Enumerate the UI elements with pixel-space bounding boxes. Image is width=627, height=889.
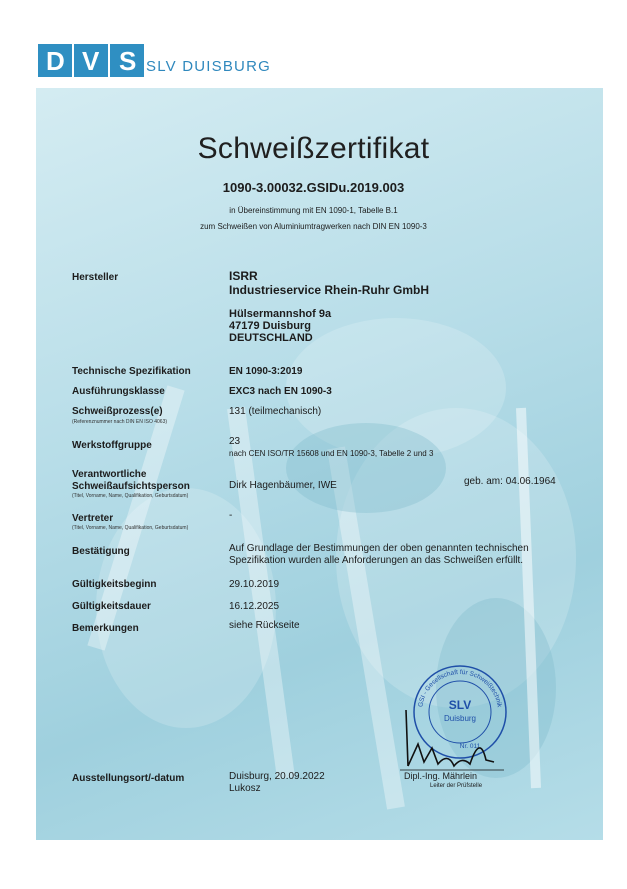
logo-letter-d: D [46, 46, 65, 76]
logo-letter-v: V [82, 46, 100, 76]
manufacturer-city: 47179 Duisburg [229, 320, 311, 332]
deputy-sublabel: (Titel, Vorname, Name, Qualifikation, Geburtsdatum) [72, 525, 189, 531]
manufacturer-street: Hülsermannshof 9a [229, 308, 332, 320]
process-sublabel: (Referenznummer nach DIN EN ISO 4063) [72, 419, 168, 425]
supervisor-value: Dirk Hagenbäumer, IWE [229, 480, 337, 491]
stamp-ring-text: GSI - Gesellschaft für Schweißtechnik [417, 668, 503, 708]
spec-label: Technische Spezifikation [72, 366, 191, 377]
deputy-value: - [229, 510, 233, 521]
supervisor-birthdate: geb. am: 04.06.1964 [464, 476, 556, 487]
validity-label: Gültigkeitsdauer [72, 601, 151, 612]
material-note: nach CEN ISO/TR 15608 und EN 1090-3, Tabelle 2 und 3 [229, 449, 434, 458]
logo-org-name: SLV DUISBURG [146, 58, 271, 75]
process-value: 131 (teilmechanisch) [229, 406, 322, 417]
conformity-line-1: in Übereinstimmung mit EN 1090-1, Tabelle B.1 [229, 206, 398, 215]
remarks-label: Bemerkungen [72, 623, 139, 634]
manufacturer-country: DEUTSCHLAND [229, 332, 313, 344]
welding-background-art [36, 88, 603, 840]
confirmation-label: Bestätigung [72, 546, 130, 557]
validity-value: 16.12.2025 [229, 601, 280, 612]
stamp-number: Nr. 011 [459, 743, 481, 750]
confirmation-line-1: Auf Grundlage der Bestimmungen der oben genannten technischen [229, 543, 529, 554]
signer-role: Leiter der Prüfstelle [430, 783, 483, 789]
stamp-center-city: Duisburg [443, 714, 477, 723]
conformity-line-2: zum Schweißen von Aluminiumtragwerken nach DIN EN 1090-3 [200, 222, 427, 231]
valid-from-label: Gültigkeitsbeginn [72, 579, 157, 590]
dvs-logo [38, 44, 278, 80]
supervisor-label-1: Verantwortliche [72, 469, 147, 480]
logo-letter-s: S [119, 46, 137, 76]
supervisor-label-2: Schweißaufsichtsperson [72, 481, 190, 492]
material-value: 23 [229, 436, 241, 447]
certificate-background [36, 88, 603, 840]
deputy-label: Vertreter [72, 513, 114, 524]
confirmation-line-2: Spezifikation wurden alle Anforderungen an das Schweißen erfüllt. [229, 555, 524, 566]
certificate-number: 1090-3.00032.GSIDu.2019.003 [222, 180, 405, 195]
process-label: Schweißprozess(e) [72, 406, 163, 417]
stamp-center-slv: SLV [448, 698, 472, 712]
issue-initials: Lukosz [229, 783, 261, 794]
manufacturer-name-2: Industrieservice Rhein-Ruhr GmbH [229, 283, 430, 297]
supervisor-sublabel: (Titel, Vorname, Name, Qualifikation, Geburtsdatum) [72, 493, 189, 499]
issue-label: Ausstellungsort/-datum [72, 773, 185, 784]
certificate-title: Schweißzertifikat [197, 132, 430, 165]
manufacturer-label: Hersteller [72, 272, 119, 283]
issue-place-date: Duisburg, 20.09.2022 [229, 771, 325, 782]
remarks-value: siehe Rückseite [229, 620, 300, 631]
class-label: Ausführungsklasse [72, 386, 165, 397]
class-value: EXC3 nach EN 1090-3 [229, 386, 332, 397]
valid-from-value: 29.10.2019 [229, 579, 280, 590]
material-label: Werkstoffgruppe [72, 440, 152, 451]
manufacturer-name-1: ISRR [229, 269, 258, 283]
signer-name: Dipl.-Ing. Mährlein [404, 771, 478, 781]
spec-value: EN 1090-3:2019 [229, 366, 303, 377]
